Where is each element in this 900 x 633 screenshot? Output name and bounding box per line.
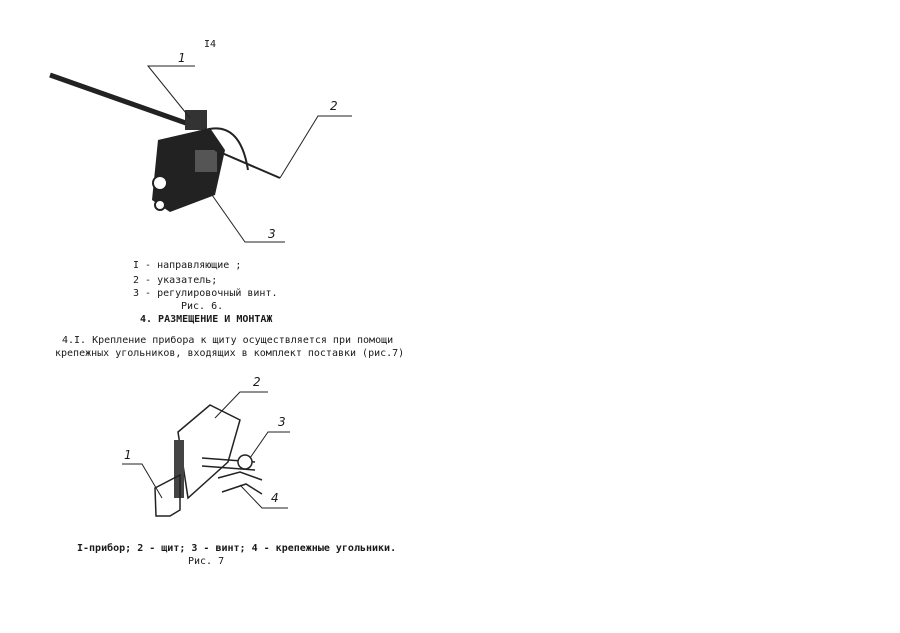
- page-number: I4: [204, 39, 217, 50]
- fig6-legend-item-3: 3 - регулировочный винт.: [133, 288, 278, 299]
- section-heading: 4. РАЗМЕЩЕНИЕ И МОНТАЖ: [140, 314, 273, 325]
- fig6-caption: Рис. 6.: [181, 301, 224, 312]
- fig6-callout-3: 3: [268, 227, 276, 241]
- fig7-caption: Рис. 7: [188, 556, 225, 567]
- fig6-legend-item-2: 2 - указатель;: [133, 275, 218, 286]
- fig7-callout-4: 4: [271, 491, 279, 505]
- fig6-callout-1: 1: [178, 51, 186, 65]
- paragraph-line-2: крепежных угольников, входящих в комплект поставки (рис.7): [55, 348, 405, 359]
- fig7-callout-2: 2: [253, 375, 261, 389]
- fig7-callout-1: 1: [124, 448, 132, 462]
- fig6-legend-item-1: I - направляющие ;: [133, 260, 242, 271]
- paragraph-line-1: 4.I. Крепление прибора к щиту осуществляется при помощи: [62, 335, 394, 346]
- fig7-legend: I-прибор; 2 - щит; 3 - винт; 4 - крепежные угольники.: [77, 543, 397, 554]
- fig6-callout-2: 2: [330, 99, 338, 113]
- fig7-callout-3: 3: [278, 415, 286, 429]
